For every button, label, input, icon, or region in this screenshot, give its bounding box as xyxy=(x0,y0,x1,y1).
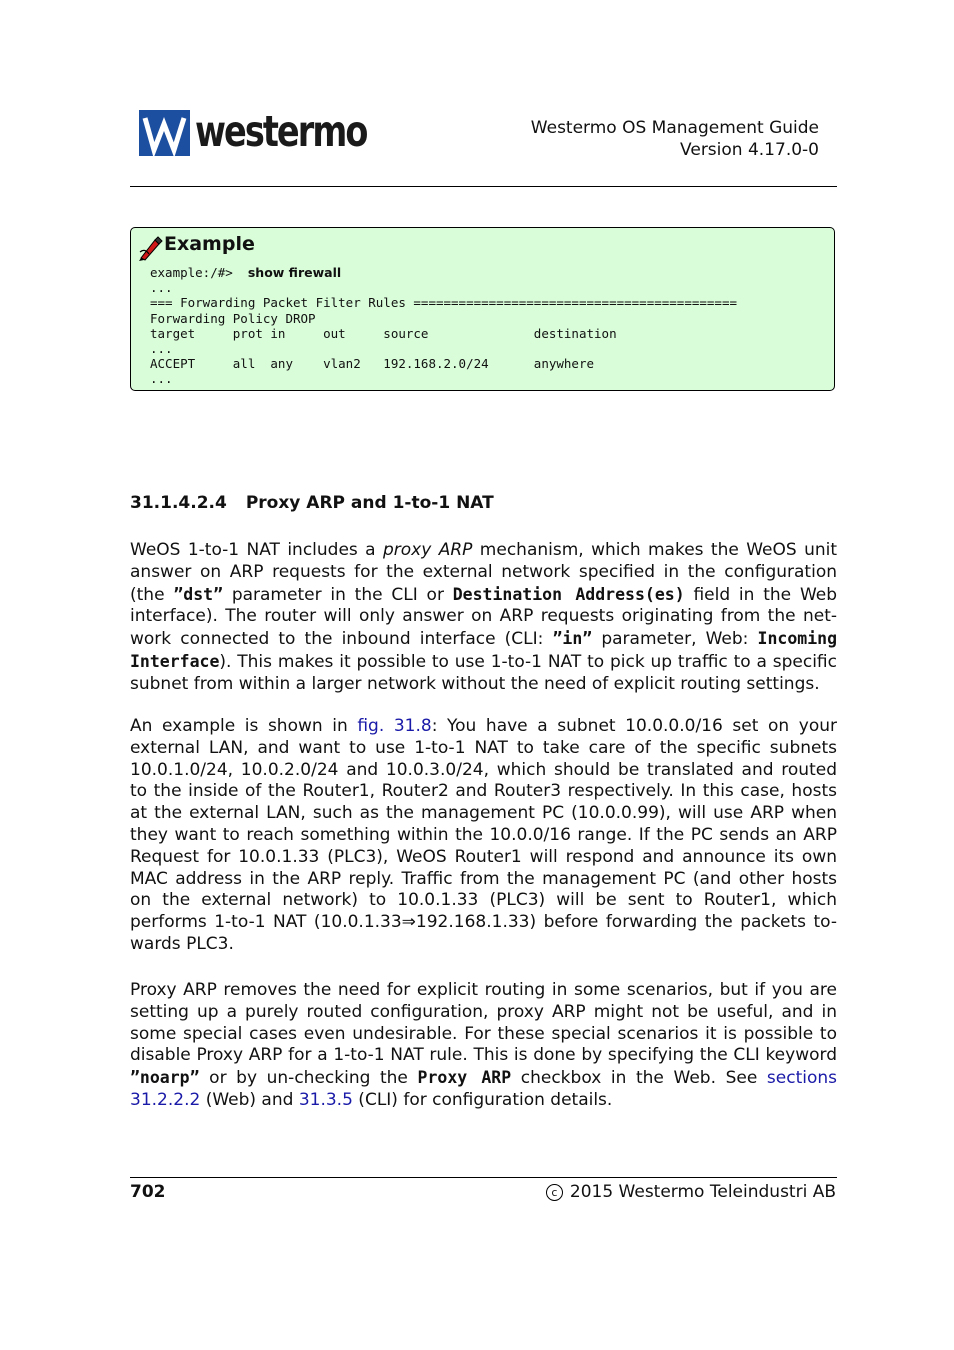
text: parameter, Web: xyxy=(592,629,758,650)
guide-version: Version 4.17.0-0 xyxy=(680,140,819,160)
code-line: ACCEPT all any vlan2 192.168.2.0/24 anywhere xyxy=(150,356,595,372)
code-keyword: ”noarp” xyxy=(130,1068,200,1088)
section-title: Proxy ARP and 1-to-1 NAT xyxy=(245,493,494,513)
code-keyword: Incoming Interface xyxy=(130,629,838,671)
text: or by un-checking the xyxy=(199,1068,418,1089)
copyright-icon: c xyxy=(546,1184,563,1201)
text: (Web) and xyxy=(200,1089,299,1110)
figure-link[interactable]: fig. 31.8 xyxy=(357,716,432,736)
copyright-text: 2015 Westermo Teleindustri AB xyxy=(569,1182,836,1202)
code-line: ... xyxy=(150,371,173,387)
document-header xyxy=(531,117,819,161)
westermo-logo xyxy=(139,107,367,158)
text: ). This makes it possible to use 1-to-1 NAT to pick up traffic to a specific subnet from within a larger network without the need of explicit routing settings. xyxy=(130,651,837,694)
westermo-w-icon xyxy=(139,110,190,156)
section-number: 31.1.4.2.4 xyxy=(130,493,227,513)
text: checkbox in the Web. See xyxy=(511,1068,767,1089)
cli-prompt: example:/#> xyxy=(150,265,233,280)
pen-icon xyxy=(137,234,163,262)
code-keyword: ”dst” xyxy=(173,584,224,604)
text: field in the Web interface). The router will only answer on ARP requests originating from the net- work connected to the inbound interface (CLI: xyxy=(130,584,838,650)
text: (CLI) for configuration details. xyxy=(352,1089,613,1110)
paragraph-proxy-arp xyxy=(130,540,837,696)
code-line: === Forwarding Packet Filter Rules =========================================== xyxy=(150,295,737,311)
footer-divider xyxy=(130,1177,837,1178)
paragraph-disable-proxy-arp xyxy=(130,980,837,1112)
copyright-notice xyxy=(546,1182,836,1202)
guide-title: Westermo OS Management Guide xyxy=(530,118,819,138)
text: An example is shown in xyxy=(130,716,358,736)
code-keyword: ”in” xyxy=(552,629,593,649)
code-line: Forwarding Policy DROP xyxy=(150,310,316,326)
logo-wordmark: westermo xyxy=(195,107,367,157)
page-number: 702 xyxy=(130,1182,166,1202)
section-heading xyxy=(130,493,494,513)
cli-command: show firewall xyxy=(247,265,342,280)
emphasis-text: proxy ARP xyxy=(383,540,473,560)
example-box xyxy=(130,227,835,391)
code-keyword: Proxy ARP xyxy=(417,1068,512,1088)
text: WeOS 1-to-1 NAT includes a xyxy=(130,540,383,560)
text: parameter in the CLI or xyxy=(223,584,453,605)
section-link[interactable]: 31.3.5 xyxy=(298,1089,353,1110)
code-keyword: Destination Address(es) xyxy=(452,584,685,604)
example-title: Example xyxy=(164,233,255,255)
example-code xyxy=(150,265,737,387)
header-divider xyxy=(130,186,837,187)
section-link[interactable]: sections 31.2.2.2 xyxy=(130,1068,838,1110)
code-line: ... xyxy=(150,341,173,357)
text: : You have a subnet 10.0.0.0/16 set on your external LAN, and want to use 1-to-1 NAT to take care of the specific subnets 10.0.1.0/24, 10.0.2.0/24 and 10.0.3.0/24, which should be translated and routed to the inside of the Router1, Router2 and Router3 respectively. In this case, hosts at the external LAN, such as the management PC (10.0.0.99), will use ARP when they want to reach something within the 10.0.0/16 range. If the PC sends an ARP Request for 10.0.1.33 (PLC3), WeOS Router1 will respond and announce its own MAC address in the ARP reply. Traffic from the management PC (and other hosts on the external network) to 10.0.1.33 (PLC3) will be sent to Router1, which performs 1-to-1 NAT (10.0.1.33⇒192.168.1.33) before forwarding the packets to- wards PLC3. xyxy=(130,716,837,954)
code-line: ... xyxy=(150,280,173,296)
code-line: target prot in out source destination xyxy=(150,325,617,341)
text: mechanism, which makes the WeOS unit answer on ARP requests for the external network specified in the configuration (the xyxy=(130,540,838,605)
paragraph-example xyxy=(130,716,837,956)
text: Proxy ARP removes the need for explicit routing in some scenarios, but if you are setting up a purely routed configuration, proxy ARP might not be useful, and in some special cases even undesirable. For these special scenarios it is possible to disable Proxy ARP for a 1-to-1 NAT rule. This is done by specifying the CLI keyword xyxy=(130,980,837,1066)
